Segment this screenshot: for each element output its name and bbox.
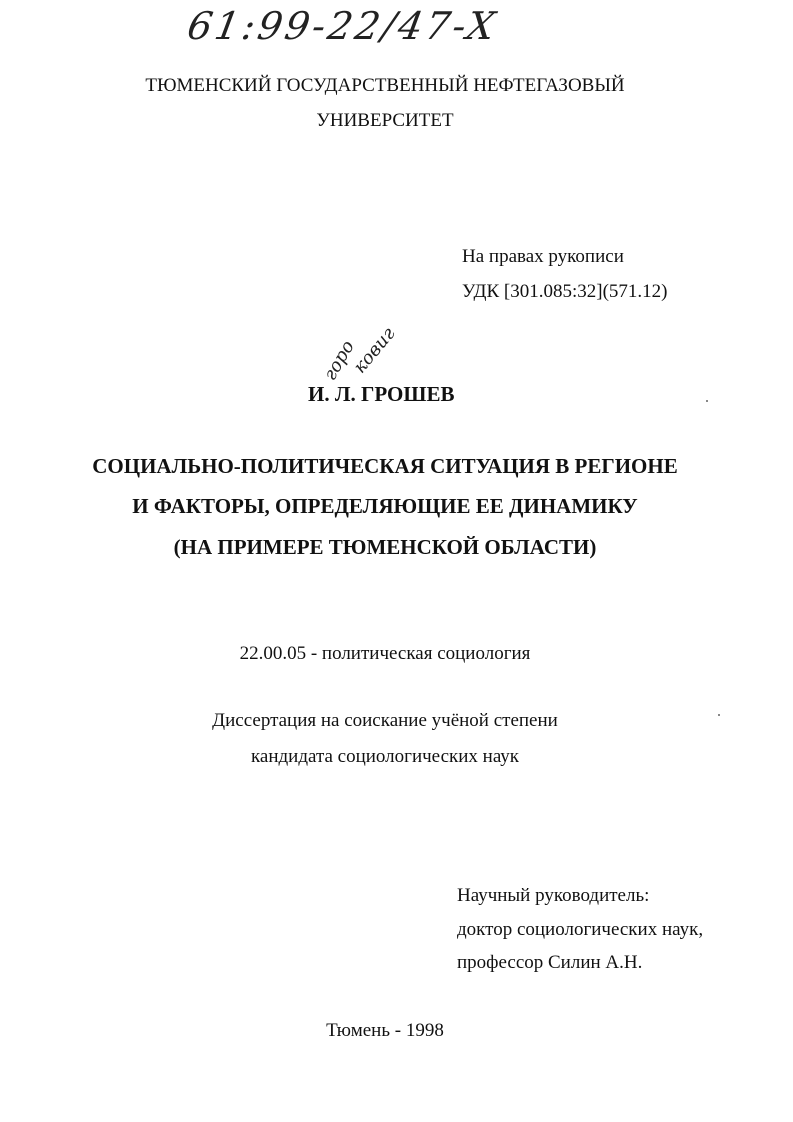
supervisor-degree: доктор социологических наук, (457, 919, 704, 940)
institution-line-2: УНИВЕРСИТЕТ (316, 110, 454, 131)
specialty: 22.00.05 - политическая социология (239, 643, 531, 664)
udk: УДК [301.085:32](571.12) (462, 281, 668, 302)
supervisor-label: Научный руководитель: (457, 885, 650, 906)
dissertation-line-2: кандидата социологических наук (250, 746, 520, 767)
author: И. Л. ГРОШЕВ (308, 382, 455, 406)
supervisor-name: профессор Силин А.Н. (457, 952, 643, 973)
handwritten-note-1: горо (319, 336, 359, 385)
dissertation-line-1: Диссертация на соискание учёной степени (212, 710, 558, 731)
rights-notice: На правах рукописи (462, 246, 624, 267)
city-year: Тюмень - 1998 (326, 1020, 444, 1041)
handwritten-code: 61:99-22/47-X (184, 4, 502, 48)
title-line-3: (НА ПРИМЕРЕ ТЮМЕНСКОЙ ОБЛАСТИ) (173, 535, 597, 559)
scan-speck (706, 400, 708, 402)
handwritten-note-2: ковиг (349, 323, 400, 378)
scan-speck (718, 714, 720, 716)
title-line-1: СОЦИАЛЬНО-ПОЛИТИЧЕСКАЯ СИТУАЦИЯ В РЕГИОНЕ (92, 454, 678, 478)
institution-line-1: ТЮМЕНСКИЙ ГОСУДАРСТВЕННЫЙ НЕФТЕГАЗОВЫЙ (145, 75, 625, 96)
title-line-2: И ФАКТОРЫ, ОПРЕДЕЛЯЮЩИЕ ЕЕ ДИНАМИКУ (132, 494, 638, 518)
